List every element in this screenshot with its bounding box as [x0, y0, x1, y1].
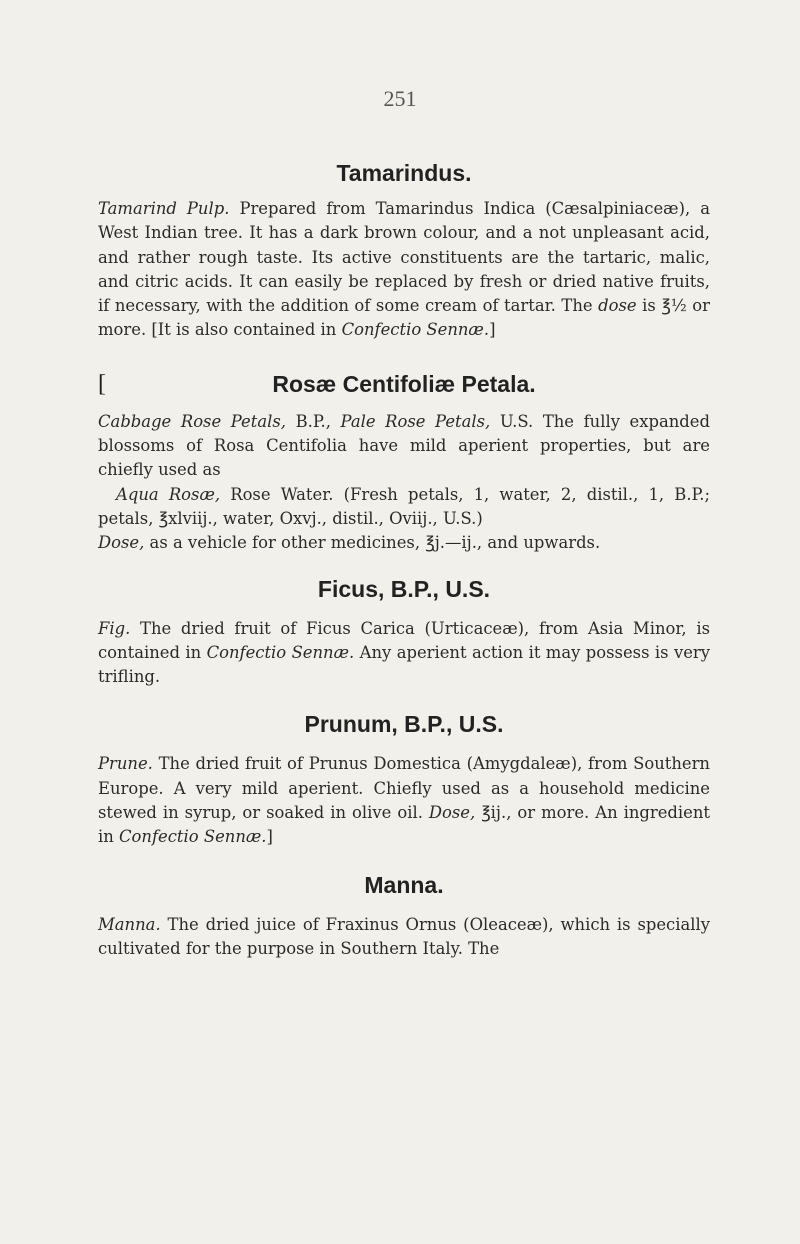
paragraph-text: ]: [266, 827, 273, 847]
paragraph-text: The dried fruit of Ficus Carica (Urticaceæ), from Asia Minor, is contained in: [98, 618, 710, 662]
paragraph-tamarindus: [98, 197, 710, 343]
dose-label: Dose,: [98, 533, 145, 553]
section-heading-rosae: Rosæ Centifoliæ Petala.: [272, 370, 536, 397]
section-heading-ficus: Ficus, B.P., U.S.: [317, 575, 491, 602]
paragraph-rosae: [98, 410, 710, 483]
page-content: [98, 150, 710, 961]
lead-term: Tamarind Pulp.: [98, 199, 230, 218]
paragraph-text: is ℥½ or more. [It is also contained in: [98, 296, 710, 340]
confectio-reference: Confectio Sennæ.: [341, 320, 490, 340]
dose-label: dose: [598, 296, 637, 316]
section-heading-tamarindus: Tamarindus.: [336, 160, 472, 186]
paragraph-text: U.S. The fully expanded blossoms of Rosa Centifolia have mild aperient properties, but are chiefly used as: [98, 411, 710, 480]
paragraph-text: The dried juice of Fraxinus Ornus (Oleaceæ), which is specially cultivated for the purpose in Southern Italy. The: [98, 914, 710, 958]
section-heading-rosae-wrapper: [98, 371, 710, 398]
paragraph-text: The dried fruit of Prunus Domestica (Amygdaleæ), from Southern Europe. A very mild aperient. Chiefly used as a household medicine stewed in syrup, or soaked in olive oil.: [98, 754, 710, 823]
paragraph-aqua-rosae: [98, 483, 710, 556]
page-number: 251: [383, 86, 417, 111]
paragraph-text: as a vehicle for other medicines, ℥j.—ij., and upwards.: [144, 533, 601, 553]
paragraph-prunum: [98, 752, 710, 849]
section-heading-prunum: Prunum, B.P., U.S.: [304, 711, 504, 738]
lead-term: Prune.: [98, 754, 153, 774]
paragraph-text: ℥ij., or more. An ingredient in: [98, 803, 711, 847]
paragraph-text: B.P.,: [285, 411, 341, 431]
handwritten-note: [98, 347, 710, 369]
dose-label: Dose,: [428, 803, 476, 823]
paragraph-text: ]: [489, 320, 496, 340]
confectio-reference: Confectio Sennæ.: [206, 642, 355, 662]
lead-term: Fig.: [98, 618, 131, 638]
bracket-mark: [: [98, 370, 106, 397]
confectio-reference: Confectio Sennæ.: [119, 827, 267, 847]
paragraph-text: Any aperient action it may possess is very trifling.: [98, 642, 710, 687]
paragraph-manna: [98, 913, 710, 962]
section-heading-manna: Manna.: [364, 871, 444, 898]
paragraph-ficus: [98, 617, 710, 690]
paragraph-text: Prepared from Tamarindus Indica (Cæsalpiniaceæ), a West Indian tree. It has a dark brown colour, and a not unpleasant acid, and rather rough taste. Its active constituents are the tartaric, malic, and citric acids. It can easily be replaced by fresh or dried native fruits, if necessary, with the addition of some cream of tartar. The: [98, 199, 710, 316]
lead-term: Pale Rose Petals,: [340, 411, 491, 431]
preparation-name: Aqua Rosæ,: [116, 484, 221, 504]
paragraph-text: Rose Water. (Fresh petals, 1, water, 2, distil., 1, B.P.; petals, ℥xlviij., water, Oxvj., distil., Oviij., U.S.): [98, 484, 710, 528]
lead-term: Manna.: [98, 914, 161, 934]
lead-term: Cabbage Rose Petals,: [98, 411, 286, 431]
